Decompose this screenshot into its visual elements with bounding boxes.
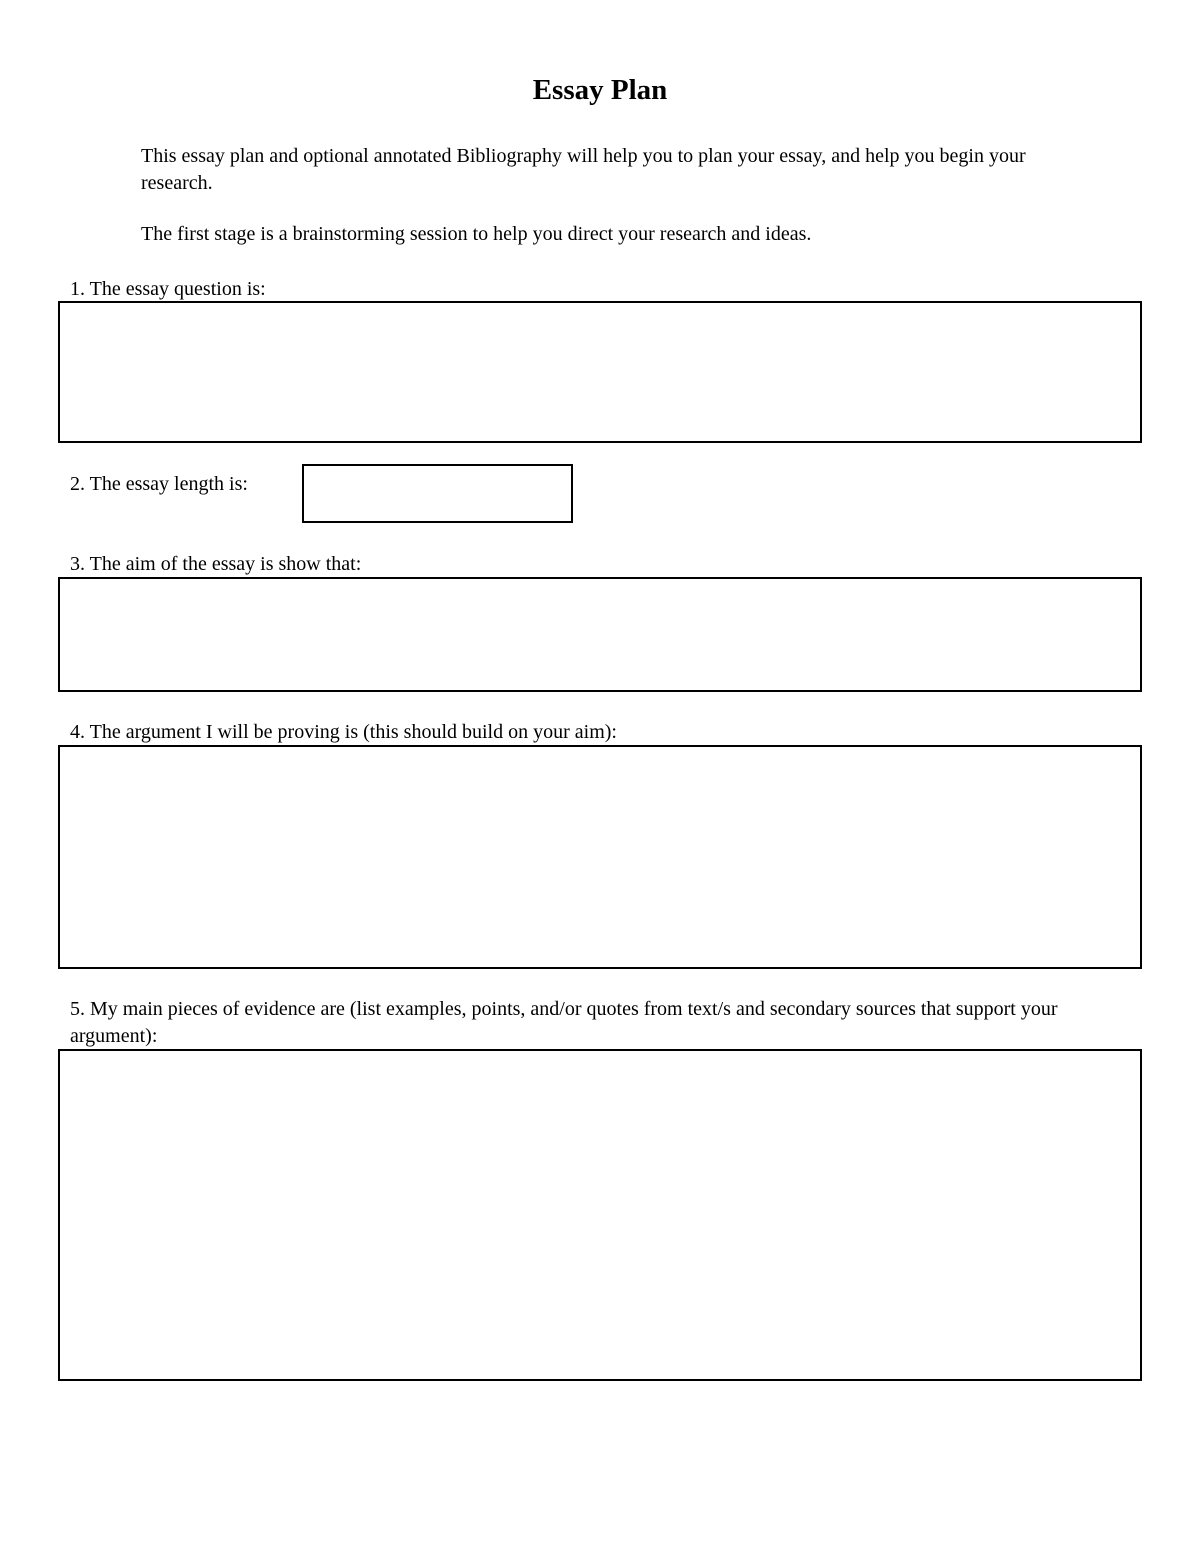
question-5-answer-box[interactable] (58, 1049, 1142, 1381)
question-2-label: 2. The essay length is: (70, 473, 248, 495)
question-3-answer-box[interactable] (58, 577, 1142, 692)
question-4-label: 4. The argument I will be proving is (this should build on your aim): (70, 721, 617, 743)
question-2-answer-box[interactable] (302, 464, 573, 523)
intro-paragraph-1: This essay plan and optional annotated Bibliography will help you to plan your essay, and help you begin your research. (141, 145, 1026, 194)
intro-paragraph-2: The first stage is a brainstorming session to help you direct your research and ideas. (141, 223, 812, 245)
question-5-label: 5. My main pieces of evidence are (list examples, points, and/or quotes from text/s and secondary sources that support your argument): (70, 998, 1058, 1047)
question-3-label: 3. The aim of the essay is show that: (70, 553, 362, 575)
question-1-label: 1. The essay question is: (70, 278, 266, 300)
question-4-answer-box[interactable] (58, 745, 1142, 969)
question-1-answer-box[interactable] (58, 301, 1142, 443)
page-title: Essay Plan (532, 74, 668, 106)
